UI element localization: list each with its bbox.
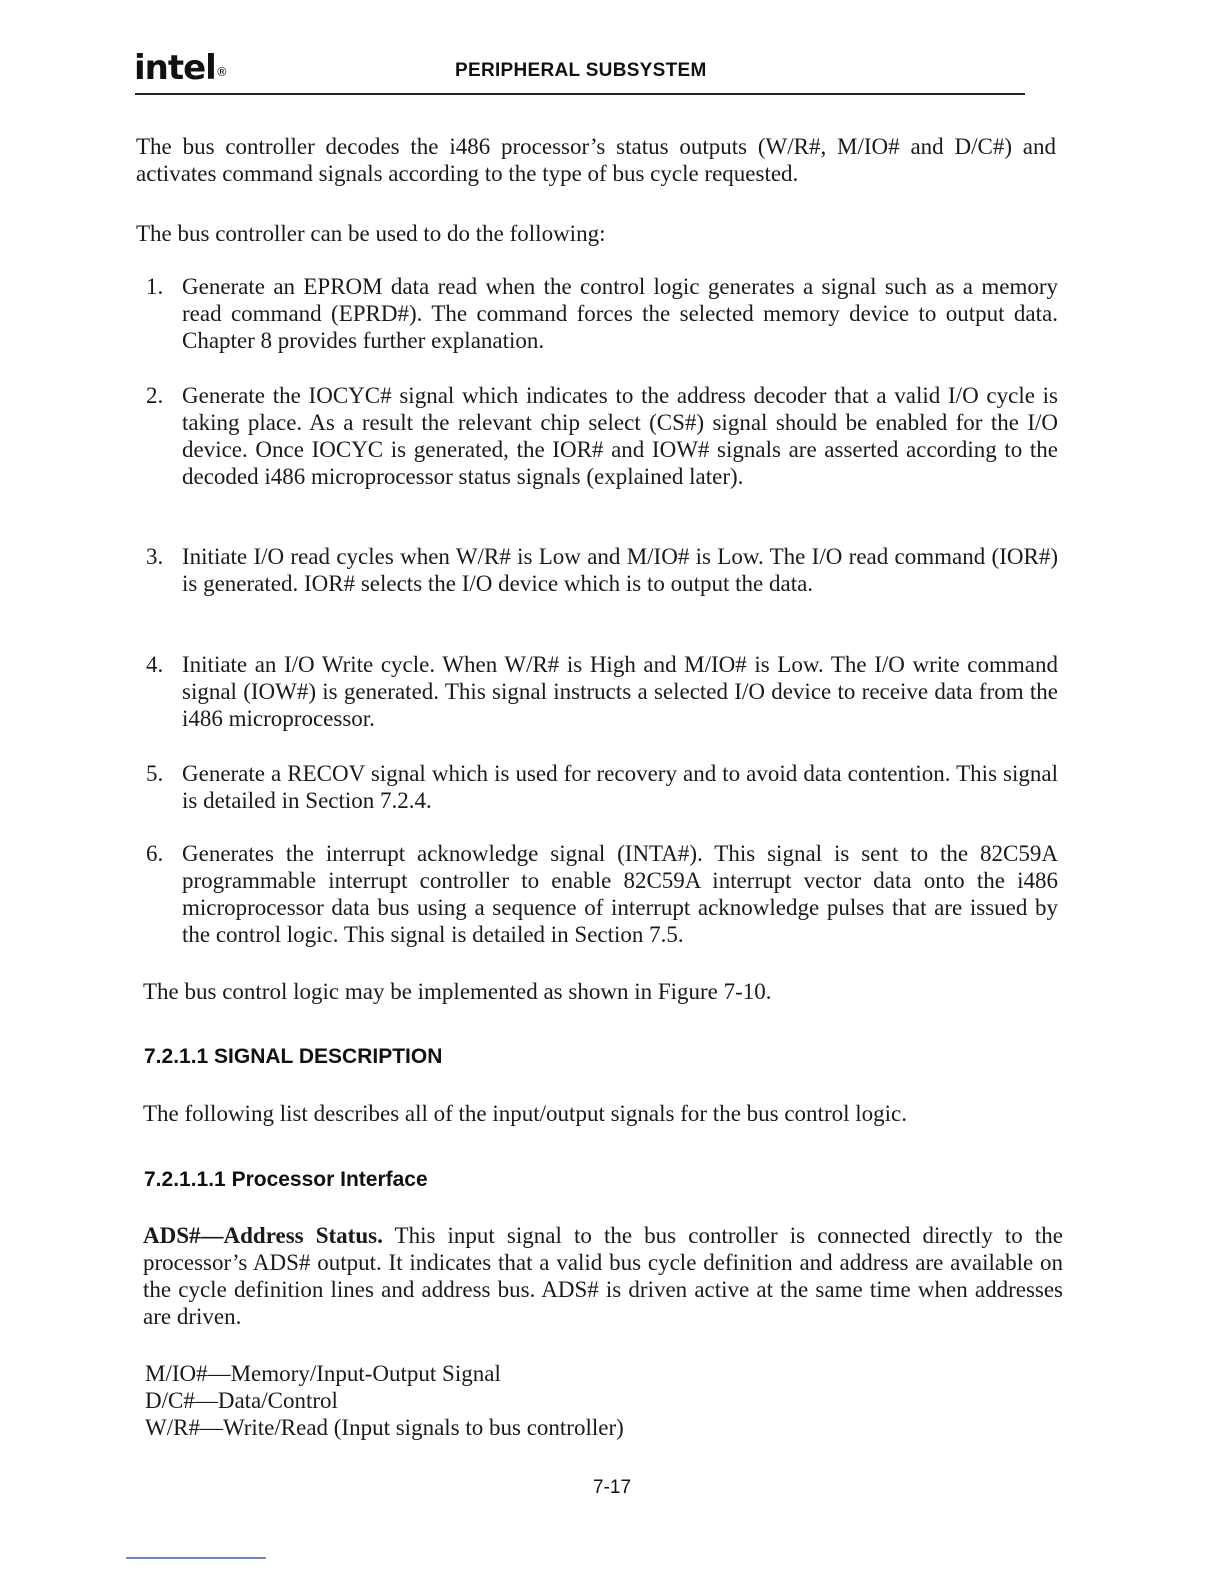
page-number: 7-17 — [592, 1477, 632, 1498]
ads-term: ADS#—Address Status. — [143, 1223, 383, 1248]
registered-mark: ® — [215, 65, 227, 79]
intel-logo — [134, 48, 227, 88]
ads-description: This input signal to the bus controller is connected directly to the processor’s ADS# output. It indicates that a valid bus cycle definition and address are available on the cycle definition lines and address bus. ADS# is driven active at the same time when addresses are driven. — [143, 1223, 1063, 1329]
list-item — [146, 760, 1058, 814]
list-text: Generate the IOCYC# signal which indicates to the address decoder that a valid I/O cycle is taking place. As a result the relevant chip select (CS#) signal should be enabled for the I/O device. Once IOCYC is generated, the IOR# and IOW# signals are asserted according to the decoded i486 microprocessor status signals (explained later). — [182, 383, 1058, 489]
intro-paragraph-1: The bus controller decodes the i486 processor’s status outputs (W/R#, M/IO# and D/C#) and activates command signals according to the type of bus cycle requested. — [136, 134, 1056, 186]
list-item — [146, 651, 1058, 732]
list-number: 5. — [146, 761, 164, 786]
list-text: Initiate I/O read cycles when W/R# is Low and M/IO# is Low. The I/O read command (IOR#) is generated. IOR# selects the I/O device which is to output the data. — [182, 544, 1058, 596]
signal-line: M/IO#—Memory/Input-Output Signal — [145, 1361, 501, 1386]
list-number: 3. — [146, 544, 164, 569]
list-number: 6. — [146, 841, 164, 866]
list-item — [146, 382, 1058, 490]
list-item — [146, 273, 1058, 354]
signal-line: D/C#—Data/Control — [145, 1388, 338, 1413]
signal-line: W/R#—Write/Read (Input signals to bus controller) — [145, 1415, 624, 1440]
running-header: PERIPHERAL SUBSYSTEM — [455, 60, 707, 81]
section-body: The following list describes all of the input/output signals for the bus control logic. — [143, 1101, 907, 1126]
list-text: Generates the interrupt acknowledge signal (INTA#). This signal is sent to the 82C59A programmable interrupt controller to enable 82C59A interrupt vector data onto the i486 microprocessor data bus using a sequence of interrupt acknowledge pulses that are issued by the control logic. This signal is detailed in Section 7.5. — [182, 841, 1058, 947]
intro-paragraph-2: The bus controller can be used to do the following: — [136, 221, 606, 246]
signal-list — [145, 1360, 624, 1441]
header-rule — [135, 93, 1025, 95]
list-item — [146, 840, 1058, 948]
list-text: Generate an EPROM data read when the control logic generates a signal such as a memory read command (EPRD#). The command forces the selected memory device to output data. Chapter 8 provides further explanation. — [182, 274, 1058, 353]
footer-mark — [126, 1557, 266, 1559]
section-heading: 7.2.1.1 SIGNAL DESCRIPTION — [144, 1045, 443, 1068]
list-text: Initiate an I/O Write cycle. When W/R# is High and M/IO# is Low. The I/O write command signal (IOW#) is generated. This signal instructs a selected I/O device to receive data from the i486 microprocessor. — [182, 652, 1058, 731]
list-number: 4. — [146, 652, 164, 677]
list-item — [146, 543, 1058, 597]
list-text: Generate a RECOV signal which is used for recovery and to avoid data contention. This signal is detailed in Section 7.2.4. — [182, 761, 1058, 813]
figure-reference-paragraph: The bus control logic may be implemented as shown in Figure 7-10. — [143, 979, 772, 1004]
list-number: 1. — [146, 274, 164, 299]
logo-text: intel — [134, 48, 216, 88]
subsection-heading: 7.2.1.1.1 Processor Interface — [144, 1168, 428, 1191]
ads-definition — [143, 1222, 1063, 1330]
list-number: 2. — [146, 383, 164, 408]
